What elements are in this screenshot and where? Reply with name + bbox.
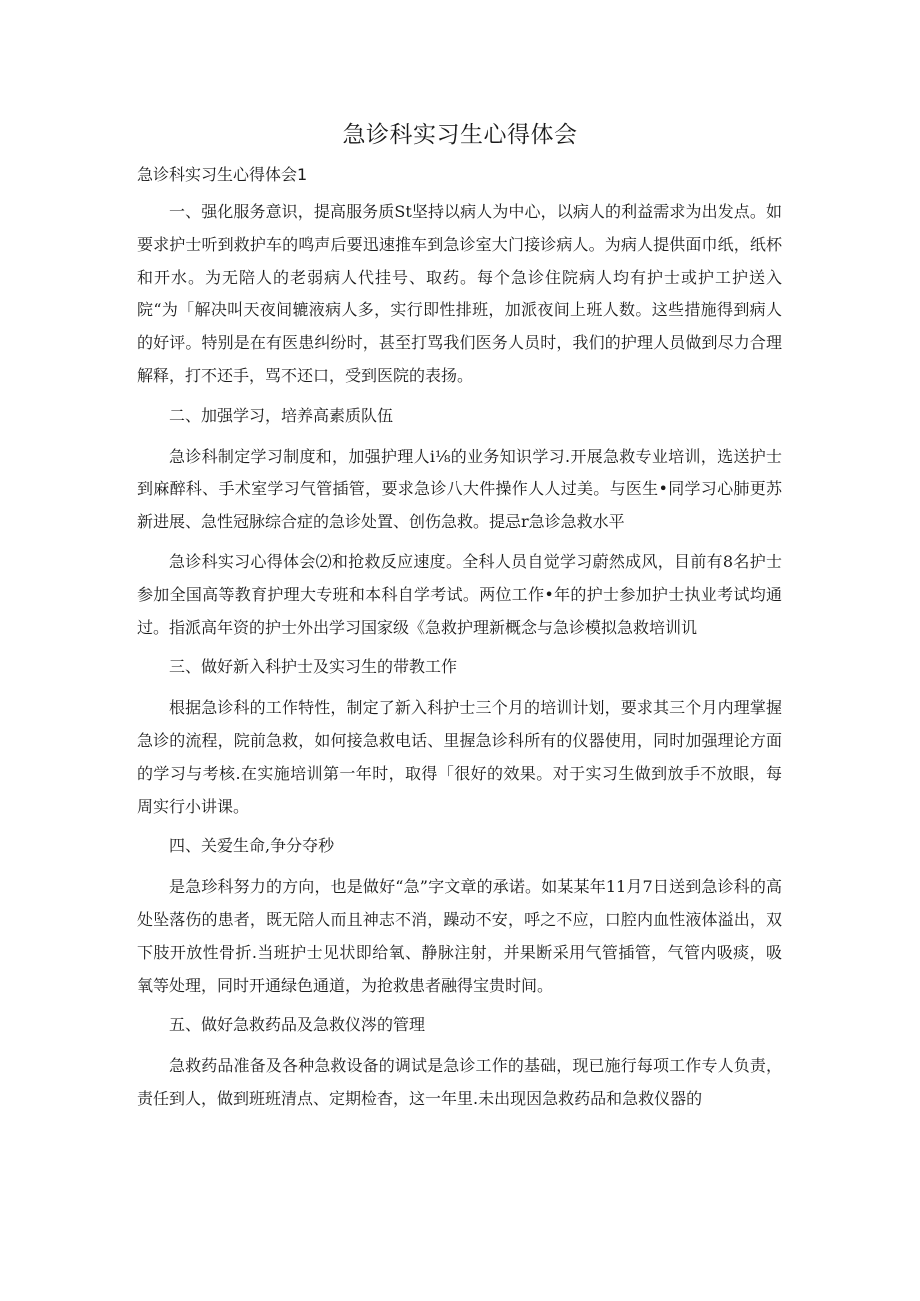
- heading-learning: 二、加强学习，培养高素质队伍: [169, 405, 394, 425]
- document-subtitle: 急诊科实习生心得体会1: [137, 165, 308, 184]
- paragraph-learning: 急诊科制定学习制度和，加强护理人i⅛的业务知识学习.开展急救专业培训，选送护士到麻醉科、手术室学习气管插管，要求急诊八大件操作人人过美。与医生•同学习心肺更苏新进展、急性冠脉综合症的急诊处置、创伤急救。提忌r急诊急救水平: [137, 446, 782, 532]
- paragraph-service: 一、强化服务意识，提高服务质St坚持以病人为中心，以病人的利益需求为出发点。如要求护士听到救护车的鸣声后要迅速推车到急诊室大门接诊病人。为病人提供面巾纸，纸杯和开水。为无陪人的老弱病人代挂号、取药。每个急诊住院病人均有护士或护工护送入院“为「解决叫天夜间辘液病人多，实行即性排班，加派夜间上班人数。这些措施得到病人的好评。特别是在有医患纠纷时，甚至打骂我们医务人员时，我们的护理人员做到尽力合理解释，打不还手，骂不还口，受到医院的表扬。: [137, 202, 782, 385]
- heading-management: 五、做好急救药品及急救仪涔的管理: [169, 1015, 426, 1035]
- heading-teaching: 三、做好新入科护士及实习生的带教工作: [169, 657, 458, 677]
- paragraph-management: 急救药品准备及各种急救设备的调试是急诊工作的基础，现已施行每项工作专人负责，责任到人，做到班班清点、定期检杳，这一年里.未出现因急救药品和急救仪器的: [137, 1056, 782, 1108]
- document-body: [137, 196, 782, 1123]
- document-title: 急诊科实习生心得体会: [342, 122, 578, 148]
- paragraph-life: 是急珍科努力的方向，也是做好“急”字文章的承诺。如某某年11月7日送到急诊科的高处坠落伤的患者，既无陪人而且神志不消，躁动不安，呼之不应，口腔内血性液体溢出，双下肢开放性骨折.当班护士见状即给氧、静脉注射，并果断采用气管插管，气管内吸痰，吸氧等处理，同时开通绿色通道，为抢救患者融得宝贵时间。: [137, 877, 782, 995]
- heading-life: 四、关爱生命,争分夺秒: [169, 836, 335, 856]
- paragraph-teaching: 根据急诊科的工作特性，制定了新入科护士三个月的培训计划，要求其三个月内理掌握急诊的流程，院前急救，如何接急救电话、里握急诊科所有的仪器使用，同时加强理论方面的学习与考核.在实施培训第一年时，取得「很好的效果。对于实习生做到放手不放眼，每周实行小讲课。: [137, 698, 782, 816]
- paragraph-study: 急诊科实习心得体会⑵和抢救反应速度。全科人员自觉学习蔚然成风，目前有8名护士参加全国高等教育护理大专班和本科自学考试。两位工作•年的护士参加护士执业考试均通过。指派高年资的护士外出学习国家级《急救护理新概念与急诊模拟急救培训讥: [137, 551, 782, 637]
